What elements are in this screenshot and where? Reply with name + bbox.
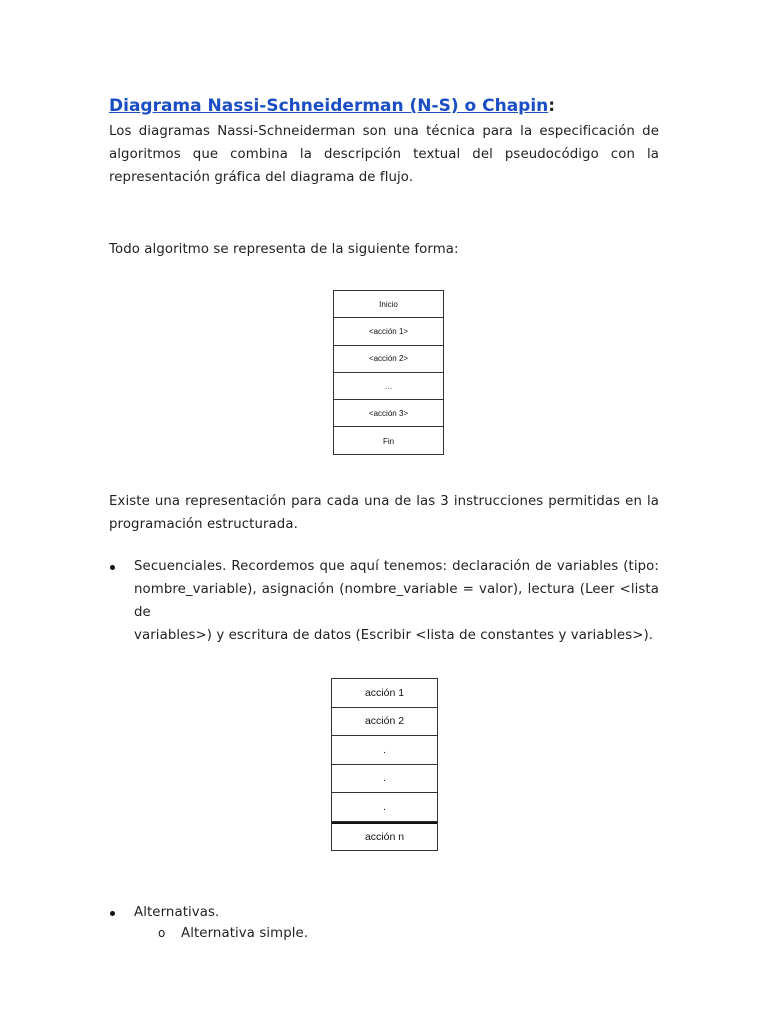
diagram-cell-dot: . xyxy=(332,793,437,822)
alternativa-simple-item xyxy=(181,922,661,945)
secuenciales-line: Secuenciales. Recordemos que aquí tenemos: declaración de variables (tipo: xyxy=(134,559,659,574)
title-link[interactable]: Diagrama Nassi-Schneiderman (N-S) o Chapin xyxy=(109,96,549,116)
ns-diagram-secuencial xyxy=(331,678,438,851)
todo-algoritmo-paragraph xyxy=(109,238,659,261)
alternativas-text: Alternativas. xyxy=(134,905,220,920)
todo-algoritmo-text: Todo algoritmo se representa de la siguiente forma: xyxy=(109,242,459,257)
diagram-cell-accion-3: <acción 3> xyxy=(334,400,443,427)
intro-paragraph xyxy=(109,120,659,189)
secuenciales-line: nombre_variable), asignación (nombre_variable = valor), lectura (Leer <lista de xyxy=(134,582,659,620)
diagram-cell-fin: Fin xyxy=(382,436,395,446)
diagram-cell-accion-1: acción 1 xyxy=(332,679,437,708)
sub-bullet-marker: o xyxy=(158,926,166,940)
alternativa-simple-text: Alternativa simple. xyxy=(181,926,309,941)
intro-line: algoritmos que combina la descripción textual del pseudocódigo con la xyxy=(109,147,659,162)
diagram-cell-accion-2: acción 2 xyxy=(332,708,437,737)
diagram-cell-accion-n: acción n xyxy=(332,822,437,851)
existe-line: programación estructurada. xyxy=(109,517,298,532)
ns-diagram-general xyxy=(333,290,444,455)
diagram-cell-ellipsis: … xyxy=(334,373,443,400)
section-title xyxy=(109,96,555,116)
diagram-cell-accion-1: <acción 1> xyxy=(334,318,443,345)
diagram-cell-dot: . xyxy=(332,765,437,794)
diagram-cell-accion-2: <acción 2> xyxy=(334,346,443,373)
existe-line: Existe una representación para cada una de las 3 instrucciones permitidas en la xyxy=(109,494,659,509)
existe-paragraph xyxy=(109,490,659,536)
bullet-icon xyxy=(110,911,115,916)
secuenciales-item xyxy=(134,555,659,647)
diagram-cell-dot: . xyxy=(332,736,437,765)
intro-line: Los diagramas Nassi-Schneiderman son una técnica para la especificación de xyxy=(109,124,659,139)
secuenciales-line: variables>) y escritura de datos (Escribir <lista de constantes y variables>). xyxy=(134,628,654,643)
bullet-icon xyxy=(110,565,115,570)
title-colon: : xyxy=(548,96,556,116)
intro-line: representación gráfica del diagrama de flujo. xyxy=(109,170,414,185)
alternativas-item xyxy=(134,901,659,924)
diagram-cell-inicio: Inicio xyxy=(334,291,443,318)
